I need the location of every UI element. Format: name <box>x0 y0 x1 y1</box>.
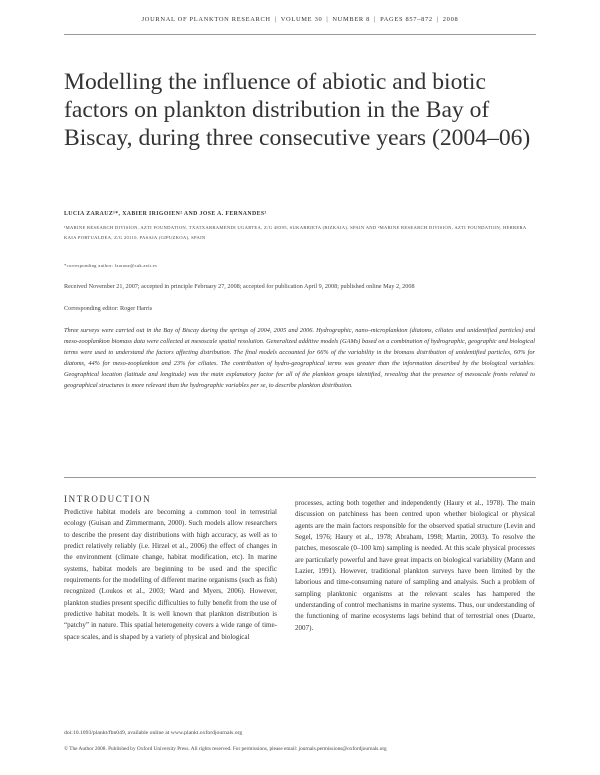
abstract: Three surveys were carried out in the Bay of Biscay during the springs of 2004, 2005 and 2006. Hydrographic, nano–microplankton (diatoms, ciliates and unidentified particles) and meso-zooplankton biomass data were collected at mesoscale spatial resolution. Generalized additive models (GAMs) based on a combination of hydrographic, geographic and biological terms were used to understand the factors affecting distribution. The final models accounted for 66% of the variability in the biomass distribution of unidentified particles, 60% for diatoms, 44% for meso-zooplankton and 23% for ciliates. The contribution of hydro-geographical terms was greater than the information described by the biological variables. Geographical location (latitude and longitude) was the main explanatory factor for all of the plankton groups identified, revealing that the presence of mesoscale fronts related to geographical structures is more relevant than the hydrographic variables per se, to describe plankton distribution. <box>64 327 535 389</box>
section-heading-introduction: INTRODUCTION <box>64 494 152 504</box>
volume: VOLUME 30 <box>280 16 323 23</box>
issue-number: NUMBER 8 <box>332 16 371 23</box>
journal-name: JOURNAL OF PLANKTON RESEARCH <box>141 16 271 23</box>
intro-paragraph-left: Predictive habitat models are becoming a common tool in terrestrial ecology (Guisan and Zimmermann, 2000). Such models allow researchers to describe the present day distributions with high accuracy, as well as to predict relatively reliably (i.e. Hirzel et al., 2006) the effect of changes in the environment (climate change, habitat modification, etc). In marine systems, habitat models are beginning to be used and the specific requirements for the modelling of different marine organisms (such as fish) recognized (Loukos et al., 2003; Ward and Myers, 2006). However, plankton studies present specific difficulties to fully benefit from the use of predictive habitat models. It is well known that plankton distribution is “patchy” in nature. This spatial heterogeneity covers a wide range of time-space scales, and is shaped by a variety of physical and biological <box>64 508 277 641</box>
corresponding-editor: Corresponding editor: Roger Harris <box>64 305 153 312</box>
intro-column-right <box>295 498 535 634</box>
intro-column-left <box>64 507 277 643</box>
article-title: Modelling the influence of abiotic and biotic factors on plankton distribution in the Bay of Biscay, during three consecutive years (2004–06) <box>64 69 531 151</box>
received-dates: Received November 21, 2007; accepted in principle February 27, 2008; accepted for publication April 9, 2008; published online May 2, 2008 <box>64 283 415 290</box>
intro-paragraph-right: processes, acting both together and independently (Haury et al., 1978). The main discussion on patchiness has been centred upon whether biological or physical agents are the main factors responsible for the observed spatial structure (Levin and Segel, 1976; Haury et al., 1978; Abraham, 1998; Martin, 2003). To resolve the patches, mesoscale (0–100 km) sampling is needed. At this scale physical processes are particularly powerful and have great impacts on biological variability (Mann and Lazier, 1991). However, traditional plankton surveys have been limited by the laborious and time-consuming nature of sampling and analysis. Such a problem of sampling planktonic organisms at the relevant scales has hampered the understanding of control mechanisms in marine systems. Thus, our understanding of the functioning of marine ecosystems lags behind that of terrestrial ones (Duarte, 2007). <box>295 499 535 632</box>
copyright-line: © The Author 2008. Published by Oxford University Press. All rights reserved. For permissions, please email: journals.permissions@oxfordjournals.org <box>64 746 387 752</box>
author-list: LUCIA ZARAUZ¹*, XABIER IRIGOIEN² AND JOSE A. FERNANDES² <box>64 211 267 217</box>
section-divider <box>64 477 536 478</box>
pages: PAGES 857–872 <box>380 16 433 23</box>
header-divider <box>64 34 536 35</box>
year: 2008 <box>442 16 459 23</box>
doi-line: doi:10.1093/plankt/fbn049, available online at www.plankt.oxfordjournals.org <box>64 730 243 736</box>
affiliation: ¹MARINE RESEARCH DIVISION, AZTI FOUNDATION, TXATXARRAMENDI UGARTEA, Z/G 48395, SUKARRIETA (BIZKAIA), SPAIN AND ²MARINE RESEARCH DIVISION, AZTI FOUNDATION, HERRERA KAIA PORTUALDEA, Z/G 20110, PASAIA (GIPUZKOA), SPAIN <box>64 225 527 240</box>
running-header: JOURNAL OF PLANKTON RESEARCH | VOLUME 30 | NUMBER 8 | PAGES 857–872 | 2008 <box>141 16 459 23</box>
corresponding-author: *corresponding author: lzarauz@suk.azti.es <box>64 263 158 268</box>
